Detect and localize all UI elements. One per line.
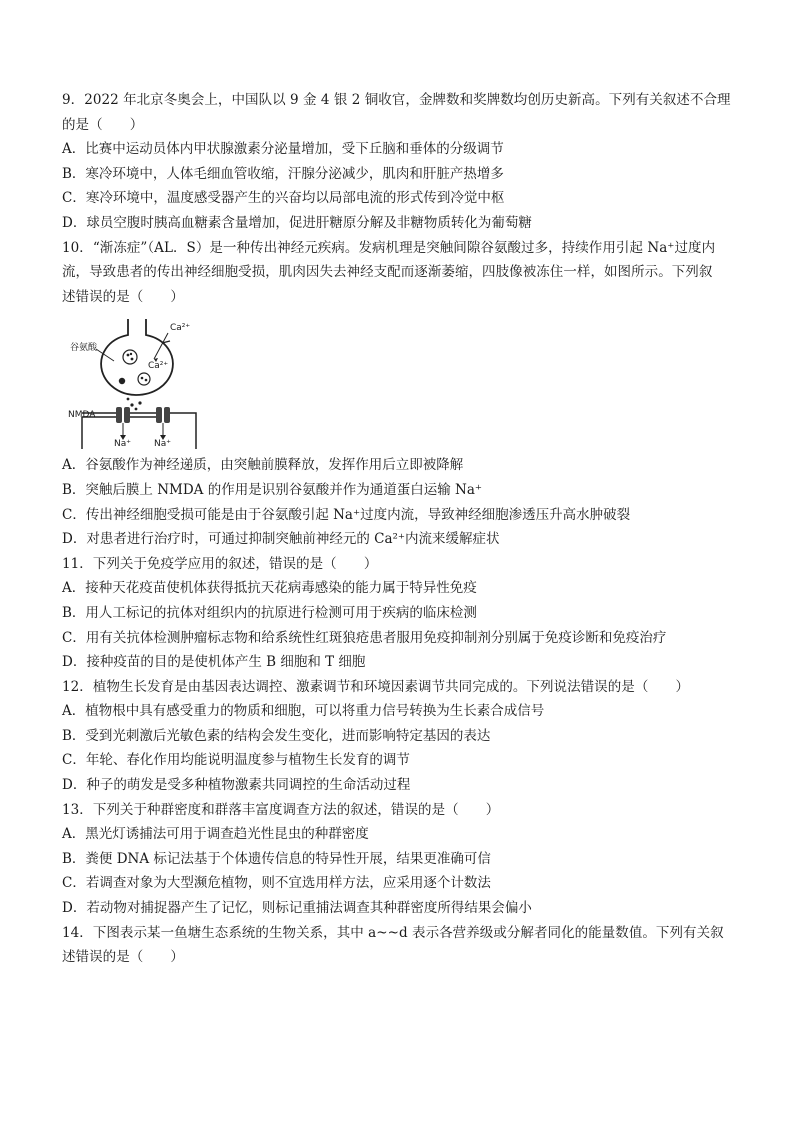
option-d: D．接种疫苗的目的是使机体产生 B 细胞和 T 细胞 (62, 654, 366, 671)
option-a: A．黑光灯诱捕法可用于调查趋光性昆虫的种群密度 (62, 826, 369, 843)
exam-page (62, 88, 734, 970)
option-b: B．粪便 DNA 标记法基于个体遗传信息的特异性开展，结果更准确可信 (62, 850, 491, 867)
question-10 (62, 236, 734, 552)
option-c: C．若调查对象为大型濒危植物，则不宜选用样方法，应采用逐个计数法 (62, 875, 491, 892)
question-stem: 述错误的是（ ） (62, 288, 184, 305)
question-stem: 10．“渐冻症”（AL．S）是一种传出神经元疾病。发病机理是突触间隙谷氨酸过多，持续作用引起 Na⁺过度内 (62, 239, 716, 256)
label-calcium-inner: Ca²⁺ (148, 361, 169, 372)
label-glutamate: 谷氨酸 (70, 343, 98, 354)
question-stem: 11．下列关于免疫学应用的叙述，错误的是（ ） (62, 555, 378, 572)
option-b: B．寒冷环境中，人体毛细血管收缩，汗腺分泌减少，肌肉和肝脏产热增多 (62, 165, 504, 182)
option-c: C．用有关抗体检测肿瘤标志物和给系统性红斑狼疮患者服用免疫抑制剂分别属于免疫诊断和免疫治疗 (62, 629, 667, 646)
question-11 (62, 552, 734, 675)
option-a: A．比赛中运动员体内甲状腺激素分泌量增加，受下丘脑和垂体的分级调节 (62, 141, 504, 158)
label-calcium-outer: Ca²⁺ (170, 323, 191, 334)
option-b: B．突触后膜上 NMDA 的作用是识别谷氨酸并作为通道蛋白运输 Na⁺ (62, 481, 482, 498)
option-c: C．年轮、春化作用均能说明温度参与植物生长发育的调节 (62, 752, 410, 769)
option-b: B．受到光刺激后光敏色素的结构会发生变化，进而影响特定基因的表达 (62, 727, 491, 744)
synapse-diagram (70, 313, 200, 449)
label-nmda: NMDA (68, 410, 96, 421)
option-c: C．传出神经细胞受损可能是由于谷氨酸引起 Na⁺过度内流，导致神经细胞渗透压升高水肿破裂 (62, 506, 631, 523)
option-d: D．种子的萌发是受多种植物激素共同调控的生命活动过程 (62, 777, 411, 794)
question-stem: 流，导致患者的传出神经细胞受损，肌肉因失去神经支配而逐渐萎缩，四肢像被冻住一样，如图所示。下列叙 (62, 264, 713, 281)
synapse-illustration (70, 313, 200, 449)
question-stem: 述错误的是（ ） (62, 949, 184, 966)
question-stem: 13．下列关于种群密度和群落丰富度调查方法的叙述，错误的是（ ） (62, 801, 500, 818)
option-d: D．对患者进行治疗时，可通过抑制突触前神经元的 Ca²⁺内流来缓解症状 (62, 531, 500, 548)
question-stem: 14．下图表示某一鱼塘生态系统的生物关系，其中 a~~d 表示各营养级或分解者同化的能量数值。下列有关叙 (62, 924, 724, 941)
label-sodium-1: Na⁺ (114, 439, 131, 450)
question-13 (62, 798, 734, 921)
question-stem: 12．植物生长发育是由基因表达调控、激素调节和环境因素调节共同完成的。下列说法错误的是（ ） (62, 678, 690, 695)
question-stem: 的是（ ） (62, 116, 144, 133)
label-sodium-2: Na⁺ (154, 439, 171, 450)
question-12 (62, 675, 734, 798)
option-d: D．球员空腹时胰高血糖素含量增加，促进肝糖原分解及非糖物质转化为葡萄糖 (62, 214, 532, 231)
option-d: D．若动物对捕捉器产生了记忆，则标记重捕法调查其种群密度所得结果会偏小 (62, 900, 532, 917)
option-c: C．寒冷环境中，温度感受器产生的兴奋均以局部电流的形式传到冷觉中枢 (62, 190, 505, 207)
question-9 (62, 88, 734, 236)
option-a: A．接种天花疫苗使机体获得抵抗天花病毒感染的能力属于特异性免疫 (62, 580, 477, 597)
option-a: A．植物根中具有感受重力的物质和细胞，可以将重力信号转换为生长素合成信号 (62, 703, 545, 720)
question-14 (62, 921, 734, 970)
option-b: B．用人工标记的抗体对组织内的抗原进行检测可用于疾病的临床检测 (62, 604, 477, 621)
option-a: A．谷氨酸作为神经递质，由突触前膜释放，发挥作用后立即被降解 (62, 457, 464, 474)
question-stem: 9．2022 年北京冬奥会上，中国队以 9 金 4 银 2 铜收官，金牌数和奖牌数均创历史新高。下列有关叙述不合理 (62, 92, 731, 108)
